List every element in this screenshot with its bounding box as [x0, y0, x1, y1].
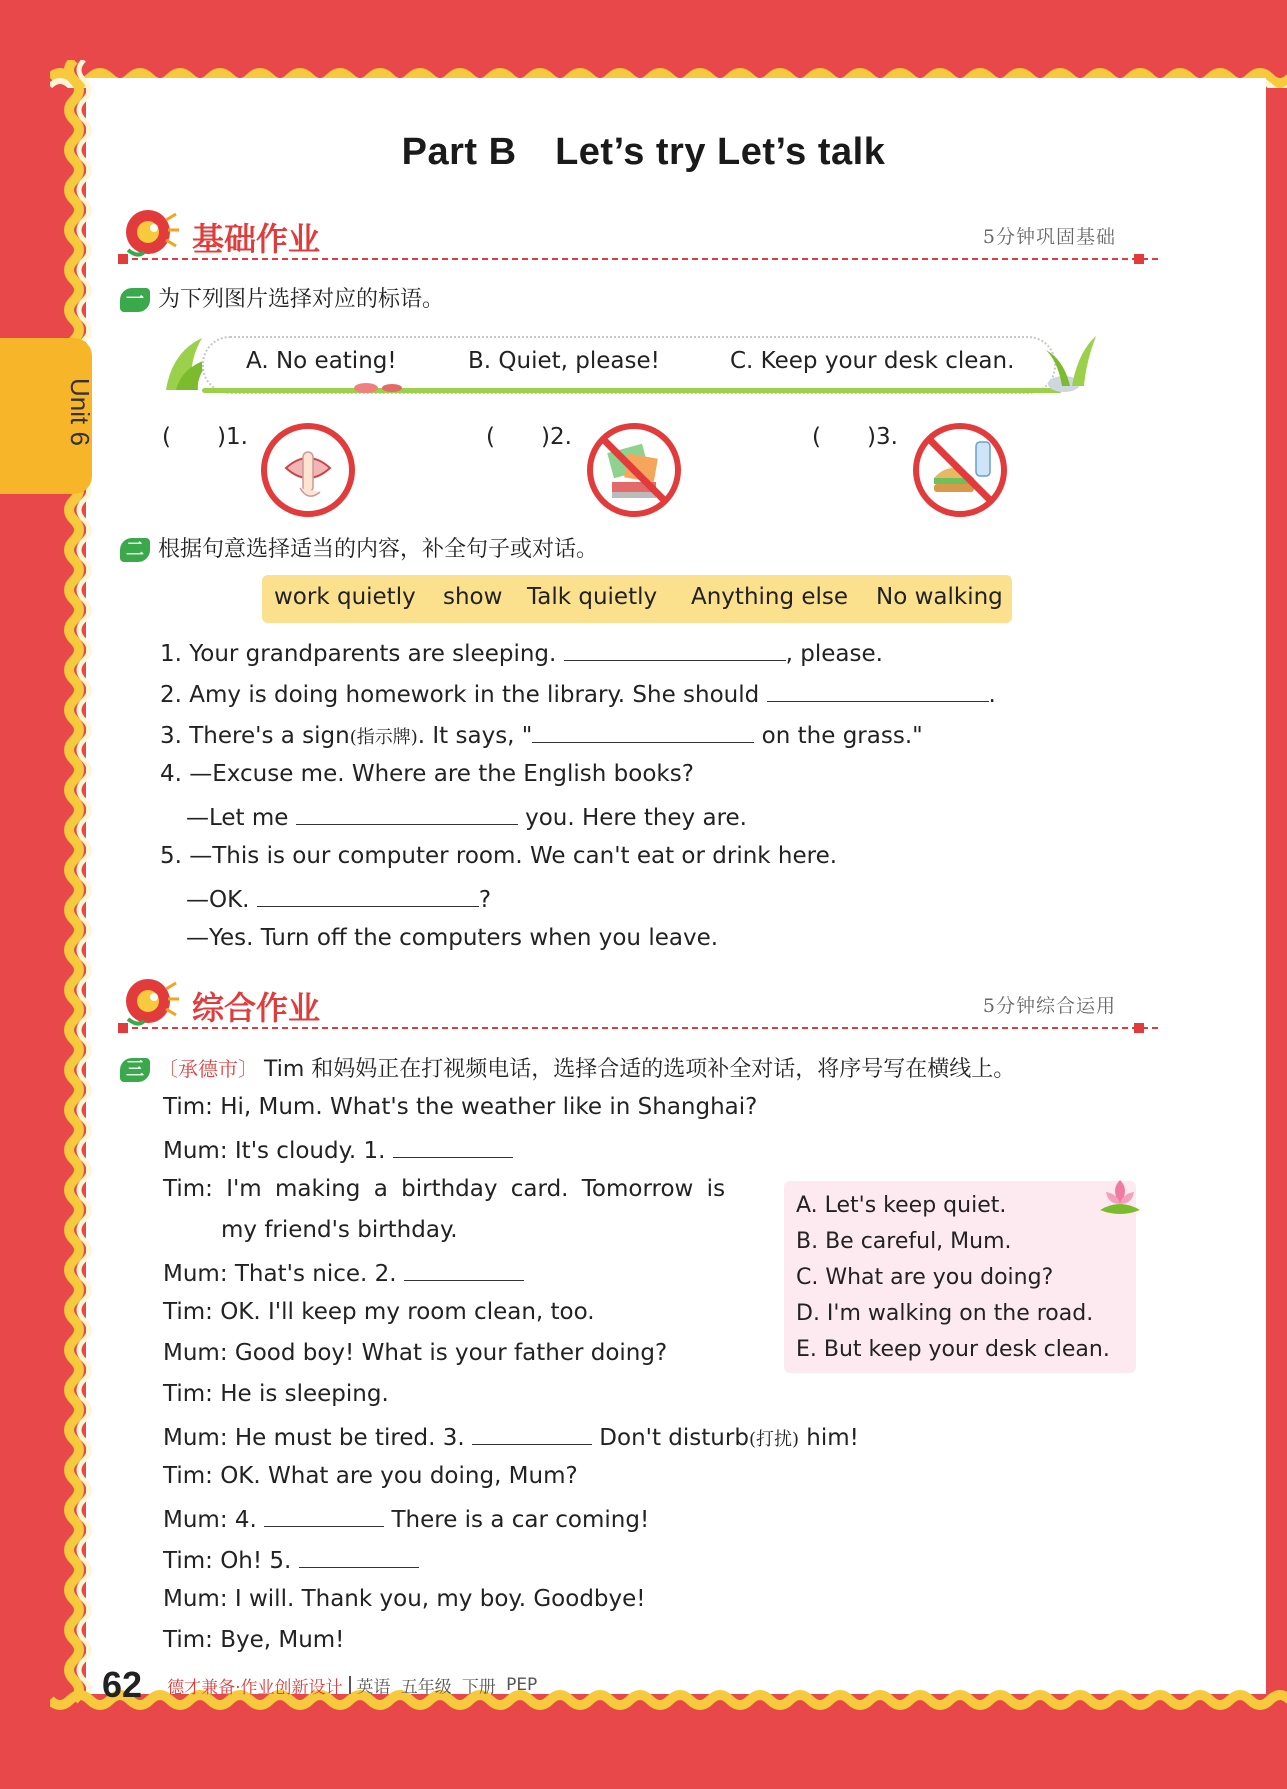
dialogue-line: my friend's birthday. — [221, 1217, 458, 1243]
divider-start-marker — [118, 1023, 128, 1033]
answer-blank[interactable] — [393, 1135, 513, 1158]
dialogue-text: Mum: He must be tired. 3. — [163, 1425, 472, 1451]
question-1-instruction: 为下列图片选择对应的标语。 — [158, 287, 445, 312]
sentence-text: 2. Amy is doing homework in the library. She should — [160, 682, 767, 708]
answer-option-d: D. I'm walking on the road. — [796, 1301, 1094, 1326]
footer-separator — [349, 1676, 351, 1694]
section-divider — [122, 1027, 1158, 1029]
plant-decoration-icon — [1042, 332, 1098, 394]
sentence-text: —Let me — [186, 805, 296, 831]
footer-grade: 五年级 — [400, 1677, 452, 1698]
answer-slot-3[interactable]: ( )3. — [812, 424, 898, 450]
dialogue-line — [163, 1258, 524, 1287]
question-1-badge: 一 — [120, 288, 150, 312]
dialogue-text: Tim: Oh! 5. — [163, 1548, 299, 1574]
answer-slot-2[interactable]: ( )2. — [486, 424, 572, 450]
answer-blank[interactable] — [472, 1422, 592, 1445]
dialogue-text: Don't disturb — [591, 1425, 749, 1451]
section-divider — [122, 258, 1158, 260]
divider-start-marker — [118, 254, 128, 264]
answer-option-e: E. But keep your desk clean. — [796, 1337, 1110, 1362]
answer-options-box — [784, 1181, 1136, 1373]
pebble-decoration-icon — [352, 380, 408, 394]
dialogue-line — [163, 1135, 513, 1164]
answer-blank[interactable] — [404, 1258, 524, 1281]
book-series: 德才兼备·作业创新设计 — [167, 1677, 343, 1698]
q2-sentence-4a: 4. —Excuse me. Where are the English books? — [160, 761, 694, 787]
divider-end-marker — [1134, 254, 1144, 264]
dialogue-text: There is a car coming! — [384, 1507, 650, 1533]
no-eating-sign-icon — [912, 422, 1008, 518]
word-bank-item: Anything else — [691, 584, 849, 610]
word-bank-item: show — [443, 584, 503, 610]
section-basic-header — [118, 206, 1158, 266]
options-banner — [162, 332, 1098, 394]
dialogue-line: Tim: He is sleeping. — [163, 1381, 389, 1407]
sentence-text: . It says, " — [417, 723, 533, 749]
dialogue-line — [163, 1545, 419, 1574]
q2-sentence-1 — [160, 638, 883, 667]
sentence-text: , please. — [785, 641, 883, 667]
q2-sentence-5c: —Yes. Turn off the computers when you leave. — [186, 925, 719, 951]
option-c: C. Keep your desk clean. — [730, 348, 1015, 374]
dialogue-line: Tim: Bye, Mum! — [163, 1627, 345, 1653]
dialogue-text: Mum: It's cloudy. 1. — [163, 1138, 393, 1164]
word-bank — [262, 575, 1012, 623]
dialogue-text: Mum: That's nice. 2. — [163, 1261, 404, 1287]
page-footer — [102, 1664, 537, 1706]
dialogue-line — [163, 1422, 859, 1451]
word-bank-item: work quietly — [274, 584, 416, 610]
dialogue-line: Tim: OK. What are you doing, Mum? — [163, 1463, 578, 1489]
answer-blank[interactable] — [264, 1504, 384, 1527]
option-b: B. Quiet, please! — [468, 348, 660, 374]
question-3-instruction: Tim 和妈妈正在打视频电话，选择合适的选项补全对话，将序号写在横线上。 — [264, 1057, 1016, 1082]
unit-tab-label: Unit 6 — [65, 378, 95, 446]
question-2-badge: 二 — [120, 538, 150, 562]
answer-option-c: C. What are you doing? — [796, 1265, 1054, 1290]
sentence-gloss: (指示牌) — [349, 727, 418, 748]
dialogue-line: Tim: I'm making a birthday card. Tomorrow is — [163, 1176, 726, 1202]
question-1-header — [120, 282, 444, 313]
page-border-left — [44, 60, 92, 1710]
question-2-instruction: 根据句意选择适当的内容，补全句子或对话。 — [158, 537, 599, 562]
q2-sentence-5b — [186, 884, 491, 913]
answer-blank[interactable] — [532, 720, 754, 743]
footer-edition: PEP — [506, 1675, 538, 1695]
page-title: Part B Let’s try Let’s talk — [401, 131, 886, 173]
dialogue-line: Mum: I will. Thank you, my boy. Goodbye! — [163, 1586, 646, 1612]
no-mess-sign-icon — [586, 422, 682, 518]
q2-sentence-4b — [186, 802, 747, 831]
dialogue-text: Mum: 4. — [163, 1507, 265, 1533]
word-bank-item: Talk quietly — [527, 584, 658, 610]
section-comprehensive-title: 综合作业 — [192, 989, 321, 1027]
option-a: A. No eating! — [246, 348, 397, 374]
answer-option-b: B. Be careful, Mum. — [796, 1229, 1012, 1254]
sentence-text: on the grass." — [754, 723, 923, 749]
dialogue-line — [163, 1504, 649, 1533]
dialogue-line: Tim: Hi, Mum. What's the weather like in Shanghai? — [163, 1094, 758, 1120]
sentence-text: you. Here they are. — [517, 805, 747, 831]
question-3-badge: 三 — [120, 1058, 150, 1082]
dialogue-line: Tim: OK. I'll keep my room clean, too. — [163, 1299, 595, 1325]
section-comprehensive-hint: 5分钟综合运用 — [982, 995, 1116, 1017]
section-basic-hint: 5分钟巩固基础 — [982, 226, 1116, 248]
lotus-icon — [1096, 1174, 1144, 1222]
answer-blank[interactable] — [296, 802, 518, 825]
question-2-header — [120, 532, 598, 563]
sentence-text: 3. There's a sign — [160, 723, 350, 749]
footer-subject: 英语 — [356, 1677, 391, 1698]
answer-blank[interactable] — [299, 1545, 419, 1568]
options-underline — [202, 388, 1062, 393]
q2-sentence-3 — [160, 720, 923, 749]
divider-end-marker — [1134, 1023, 1144, 1033]
dialogue-gloss: (打扰) — [748, 1429, 799, 1450]
answer-slot-1[interactable]: ( )1. — [162, 424, 248, 450]
sentence-text: 1. Your grandparents are sleeping. — [160, 641, 564, 667]
question-3-header — [120, 1052, 1015, 1083]
question-3-source: 〔承德市〕 — [158, 1057, 258, 1081]
sentence-text: —OK. — [186, 887, 257, 913]
q2-sentence-2 — [160, 679, 996, 708]
page-number: 62 — [102, 1664, 143, 1705]
sentence-text: . — [988, 682, 996, 708]
word-bank-item: No walking — [876, 584, 1003, 610]
sentence-text: ? — [478, 887, 492, 913]
answer-blank[interactable] — [564, 638, 786, 661]
q2-sentence-5a: 5. —This is our computer room. We can't eat or drink here. — [160, 843, 838, 869]
section-comprehensive-header — [118, 975, 1158, 1035]
dialogue-text: him! — [798, 1425, 859, 1451]
dialogue-line: Mum: Good boy! What is your father doing? — [163, 1340, 668, 1366]
quiet-sign-icon — [260, 422, 356, 518]
footer-term: 下册 — [461, 1677, 496, 1698]
answer-blank[interactable] — [257, 884, 479, 907]
answer-option-a: A. Let's keep quiet. — [796, 1193, 1007, 1218]
section-basic-title: 基础作业 — [192, 220, 321, 258]
answer-blank[interactable] — [767, 679, 989, 702]
unit-tab — [0, 338, 95, 494]
